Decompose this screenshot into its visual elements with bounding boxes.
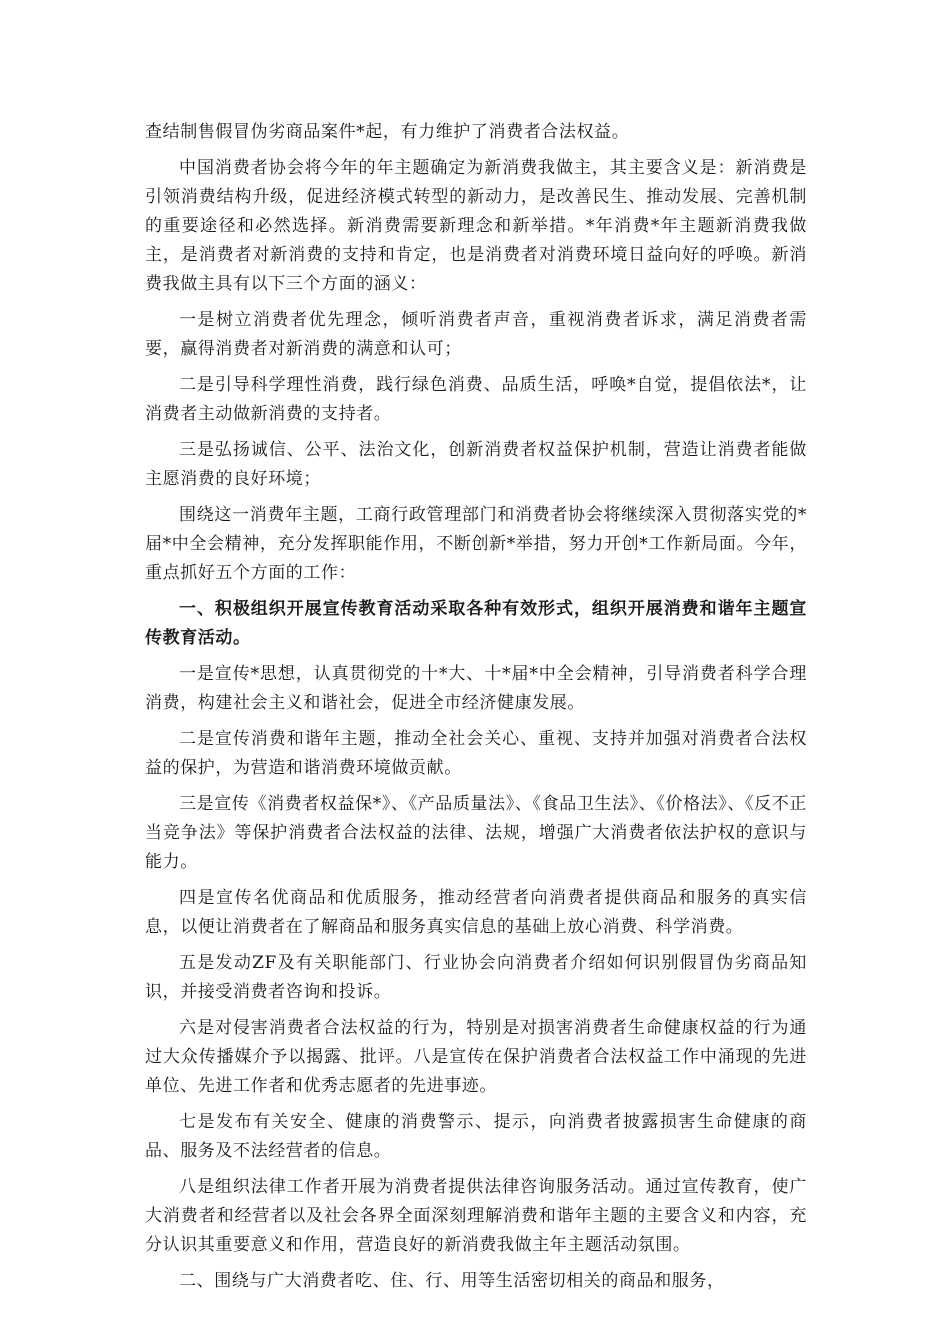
paragraph-9: 二是宣传消费和谐年主题，推动全社会关心、重视、支持并加强对消费者合法权益的保护，为营造和谐消费环境做贡献。 bbox=[145, 729, 807, 778]
document-page bbox=[145, 118, 807, 1303]
paragraph-1: 查结制售假冒伪劣商品案件*起，有力维护了消费者合法权益。 bbox=[145, 122, 630, 142]
paragraph-2: 中国消费者协会将今年的年主题确定为新消费我做主，其主要含义是：新消费是引领消费结构升级，促进经济模式转型的新动力，是改善民生、推动发展、完善机制的重要途径和必然选择。新消费需要新理念和新举措。*年消费*年主题新消费我做主，是消费者对新消费的支持和肯定，也是消费者对消费环境日益向好的呼唤。新消费我做主具有以下三个方面的涵义： bbox=[145, 158, 807, 294]
paragraph-15: 八是组织法律工作者开展为消费者提供法律咨询服务活动。通过宣传教育，使广大消费者和经营者以及社会各界全面深刻理解消费和谐年主题的主要含义和内容，充分认识其重要意义和作用，营造良好的新消费我做主年主题活动氛围。 bbox=[145, 1177, 807, 1255]
paragraph-6: 围绕这一消费年主题，工商行政管理部门和消费者协会将继续深入贯彻落实党的*届*中全会精神，充分发挥职能作用，不断创新*举措，努力开创*工作新局面。今年，重点抓好五个方面的工作： bbox=[145, 505, 807, 583]
paragraph-12: 五是发动ZF及有关职能部门、行业协会向消费者介绍如何识别假冒伪劣商品知识，并接受消费者咨询和投诉。 bbox=[145, 953, 807, 1002]
paragraph-8: 一是宣传*思想，认真贯彻党的十*大、十*届*中全会精神，引导消费者科学合理消费，构建社会主义和谐社会，促进全市经济健康发展。 bbox=[145, 664, 807, 713]
paragraph-5: 三是弘扬诚信、公平、法治文化，创新消费者权益保护机制，营造让消费者能做主愿消费的良好环境； bbox=[145, 440, 807, 489]
paragraph-11: 四是宣传名优商品和优质服务，推动经营者向消费者提供商品和服务的真实信息，以便让消费者在了解商品和服务真实信息的基础上放心消费、科学消费。 bbox=[145, 888, 807, 937]
paragraph-10: 三是宣传《消费者权益保*》、《产品质量法》、《食品卫生法》、《价格法》、《反不正当竞争法》等保护消费者合法权益的法律、法规，增强广大消费者依法护权的意识与能力。 bbox=[145, 794, 807, 872]
paragraph-13: 六是对侵害消费者合法权益的行为，特别是对损害消费者生命健康权益的行为通过大众传播媒介予以揭露、批评。八是宣传在保护消费者合法权益工作中涌现的先进单位、先进工作者和优秀志愿者的先进事迹。 bbox=[145, 1018, 807, 1096]
section-heading-2: 二、围绕与广大消费者吃、住、行、用等生活密切相关的商品和服务， bbox=[179, 1271, 725, 1291]
section-heading-1: 一、积极组织开展宣传教育活动采取各种有效形式，组织开展消费和谐年主题宣传教育活动。 bbox=[145, 599, 807, 648]
paragraph-14: 七是发布有关安全、健康的消费警示、提示，向消费者披露损害生命健康的商品、服务及不法经营者的信息。 bbox=[145, 1112, 807, 1161]
paragraph-3: 一是树立消费者优先理念，倾听消费者声音，重视消费者诉求，满足消费者需要，赢得消费者对新消费的满意和认可； bbox=[145, 310, 807, 359]
paragraph-4: 二是引导科学理性消费，践行绿色消费、品质生活，呼唤*自觉，提倡依法*，让消费者主动做新消费的支持者。 bbox=[145, 375, 807, 424]
